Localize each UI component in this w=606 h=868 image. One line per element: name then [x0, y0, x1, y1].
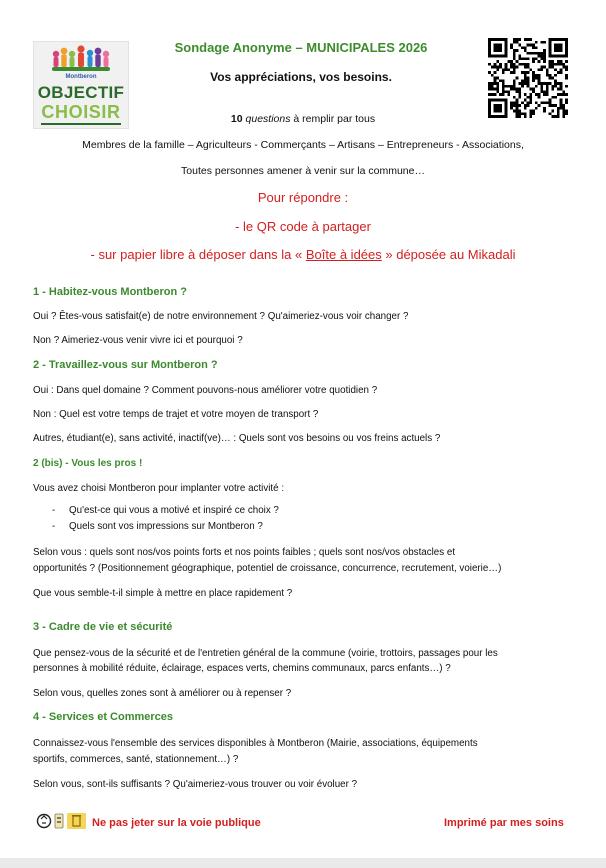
- section-4-heading: 4 - Services et Commerces: [33, 711, 174, 723]
- section-2bis-question-2: Que vous semble-t-il simple à mettre en place rapidement ?: [33, 588, 293, 599]
- section-1-question-2: Non ? Aimeriez-vous venir vivre ici et pourquoi ?: [33, 335, 243, 346]
- question-count: 10: [230, 113, 243, 125]
- section-2bis-heading: 2 (bis) - Vous les pros !: [33, 458, 143, 469]
- logo-city-name: Montberon: [65, 74, 97, 80]
- section-2bis-intro: Vous avez choisi Montberon pour implanter votre activité :: [33, 483, 285, 494]
- recycle-icon: [38, 815, 51, 828]
- section-2bis-question-1a: Selon vous : quels sont nos/vos points forts et nos points faibles ; quels sont nos/vos obstacles et: [33, 547, 456, 558]
- idea-box-link[interactable]: Boîte à idées: [305, 247, 382, 262]
- section-2-question-2: Non : Quel est votre temps de trajet et votre moyen de transport ?: [33, 409, 319, 420]
- recycling-icons: [36, 811, 88, 831]
- section-3-question-1a: Que pensez-vous de la sécurité et de l'entretien général de la commune (voirie, trottoirs, passages pour les: [33, 648, 498, 659]
- section-1-heading: 1 - Habitez-vous Montberon ?: [33, 286, 187, 298]
- section-3-question-1b: personnes à mobilité réduite, éclairage, espaces verts, chemins communaux, parcs enfants…) ?: [33, 663, 451, 674]
- respond-option-paper: [20, 247, 586, 262]
- respond-option-qr: - le QR code à partager: [235, 219, 371, 234]
- section-3-question-2: Selon vous, quelles zones sont à améliorer ou à repenser ?: [33, 688, 292, 699]
- section-4-question-2: Selon vous, sont-ils suffisants ? Qu'aimeriez-vous trouver ou voir évoluer ?: [33, 779, 358, 790]
- bullet-text: Quels sont vos impressions sur Montberon ?: [69, 521, 263, 532]
- section-4-question-1a: Connaissez-vous l'ensemble des services disponibles à Montberon (Mairie, associations, équipements: [33, 738, 478, 749]
- section-2bis-bullet-1: - Qu'est-ce qui vous a motivé et inspiré ce choix ?: [52, 505, 279, 516]
- section-2-heading: 2 - Travaillez-vous sur Montberon ?: [33, 359, 218, 371]
- page-subtitle: Vos appréciations, vos besoins.: [210, 70, 392, 84]
- question-count-word: questions: [245, 113, 291, 125]
- logo-word-objectif: OBJECTIF: [37, 83, 125, 102]
- footer-notice: Ne pas jeter sur la voie publique: [92, 817, 261, 829]
- bin-icon: [67, 813, 86, 829]
- page-title: Sondage Anonyme – MUNICIPALES 2026: [174, 40, 428, 55]
- triman-icon: [55, 814, 63, 828]
- audience-line: Membres de la famille – Agriculteurs - Commerçants – Artisans – Entrepreneurs - Associations,: [82, 139, 524, 151]
- question-count-rest: à remplir par tous: [290, 113, 376, 125]
- audience-line-2: Toutes personnes amener à venir sur la commune…: [181, 165, 425, 177]
- page-bottom-bar: [0, 858, 606, 868]
- section-3-heading: 3 - Cadre de vie et sécurité: [33, 621, 173, 633]
- section-2bis-question-1b: opportunités ? (Positionnement géographique, potentiel de croissance, concurrence, recrutement, voierie…): [33, 563, 502, 574]
- qr-code-icon[interactable]: [488, 38, 568, 118]
- section-2-question-3: Autres, étudiant(e), sans activité, inactif(ve)… : Quels sont vos besoins ou vos freins actuels ?: [33, 433, 441, 444]
- section-4-question-1b: sportifs, commerces, santé, stationnement…) ?: [33, 754, 239, 765]
- section-1-question-1: Oui ? Êtes-vous satisfait(e) de notre environnement ? Qu'aimeriez-vous voir changer ?: [33, 311, 409, 322]
- respond-option-paper-pre: - sur papier libre à déposer dans la «: [90, 247, 306, 262]
- footer-printed-by: Imprimé par mes soins: [444, 817, 564, 829]
- respond-option-paper-post: » déposée au Mikadali: [381, 247, 516, 262]
- respond-title: Pour répondre :: [257, 190, 349, 205]
- section-2bis-bullet-2: - Quels sont vos impressions sur Montberon ?: [52, 521, 263, 532]
- section-2-question-1: Oui : Dans quel domaine ? Comment pouvons-nous améliorer votre quotidien ?: [33, 385, 378, 396]
- question-count-line: [20, 113, 586, 125]
- logo-word-choisir: CHOISIR: [41, 102, 121, 122]
- bullet-text: Qu'est-ce qui vous a motivé et inspiré ce choix ?: [69, 505, 279, 516]
